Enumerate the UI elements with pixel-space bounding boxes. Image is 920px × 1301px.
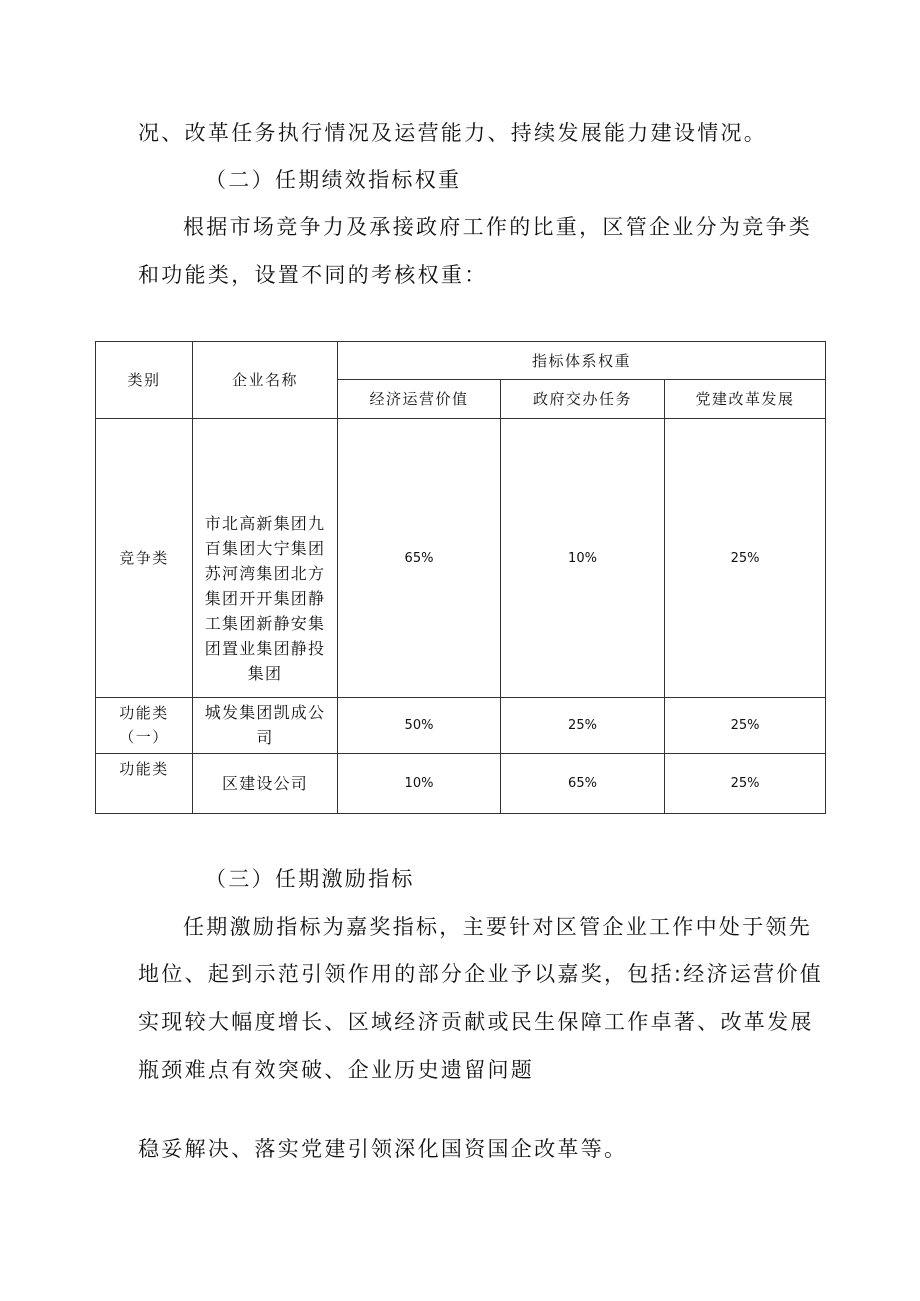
company-name-line: 市北高新集团九	[204, 513, 326, 533]
header-party-reform: 党建改革发展	[665, 380, 826, 419]
category-line: 功能类	[119, 704, 169, 722]
header-weights-group: 指标体系权重	[338, 342, 826, 380]
category-cell	[96, 698, 193, 754]
header-category: 类别	[96, 342, 193, 419]
company-name-line: 团置业集团静投	[204, 638, 326, 658]
table-row	[96, 419, 826, 698]
company-names-cell: 区建设公司	[193, 754, 338, 814]
header-government-tasks: 政府交办任务	[501, 380, 665, 419]
party-reform-cell: 25%	[665, 419, 826, 698]
economic-value-cell: 50%	[338, 698, 501, 754]
company-name-line: 集团	[247, 663, 283, 683]
weights-table	[95, 341, 826, 814]
category-line: （一）	[119, 728, 169, 746]
header-company-name: 企业名称	[193, 342, 338, 419]
section-heading-term-weights: （二）任期绩效指标权重	[205, 168, 462, 192]
category-cell: 功能类	[96, 754, 193, 814]
table-header-row	[96, 342, 826, 380]
government-tasks-cell: 65%	[501, 754, 665, 814]
government-tasks-cell: 10%	[501, 419, 665, 698]
economic-value-cell: 65%	[338, 419, 501, 698]
category-cell: 竞争类	[96, 419, 193, 698]
company-name-line: 集团开开集团静	[204, 588, 326, 608]
paragraph-line: 和功能类，设置不同的考核权重：	[138, 263, 488, 287]
paragraph-line: 实现较大幅度增长、区域经济贡献或民生保障工作卓著、改革发展	[138, 1010, 814, 1034]
company-name-line: 苏河湾集团北方	[204, 563, 326, 583]
paragraph-line: 瓶颈难点有效突破、企业历史遗留问题	[138, 1058, 535, 1082]
company-name-line: 百集团大宁集团	[204, 538, 326, 558]
company-name-line: 城发集团凯成公	[204, 703, 326, 722]
table-row	[96, 754, 826, 814]
header-economic-value: 经济运营价值	[338, 380, 501, 419]
section-heading-incentive-indicators: （三）任期激励指标	[205, 867, 415, 891]
party-reform-cell: 25%	[665, 698, 826, 754]
paragraph-line: 况、改革任务执行情况及运营能力、持续发展能力建设情况。	[138, 121, 768, 145]
company-name-line: 司	[256, 728, 274, 747]
paragraph-line: 稳妥解决、落实党建引领深化国资国企改革等。	[138, 1137, 628, 1161]
company-names-cell	[193, 419, 338, 698]
table-row	[96, 698, 826, 754]
company-names-cell	[193, 698, 338, 754]
paragraph-line: 根据市场竞争力及承接政府工作的比重，区管企业分为竞争类	[183, 215, 813, 239]
party-reform-cell: 25%	[665, 754, 826, 814]
government-tasks-cell: 25%	[501, 698, 665, 754]
paragraph-line: 任期激励指标为嘉奖指标，主要针对区管企业工作中处于领先	[183, 915, 813, 939]
economic-value-cell: 10%	[338, 754, 501, 814]
paragraph-line: 地位、起到示范引领作用的部分企业予以嘉奖，包括:经济运营价值	[138, 962, 824, 986]
company-name-line: 工集团新静安集	[204, 613, 326, 633]
